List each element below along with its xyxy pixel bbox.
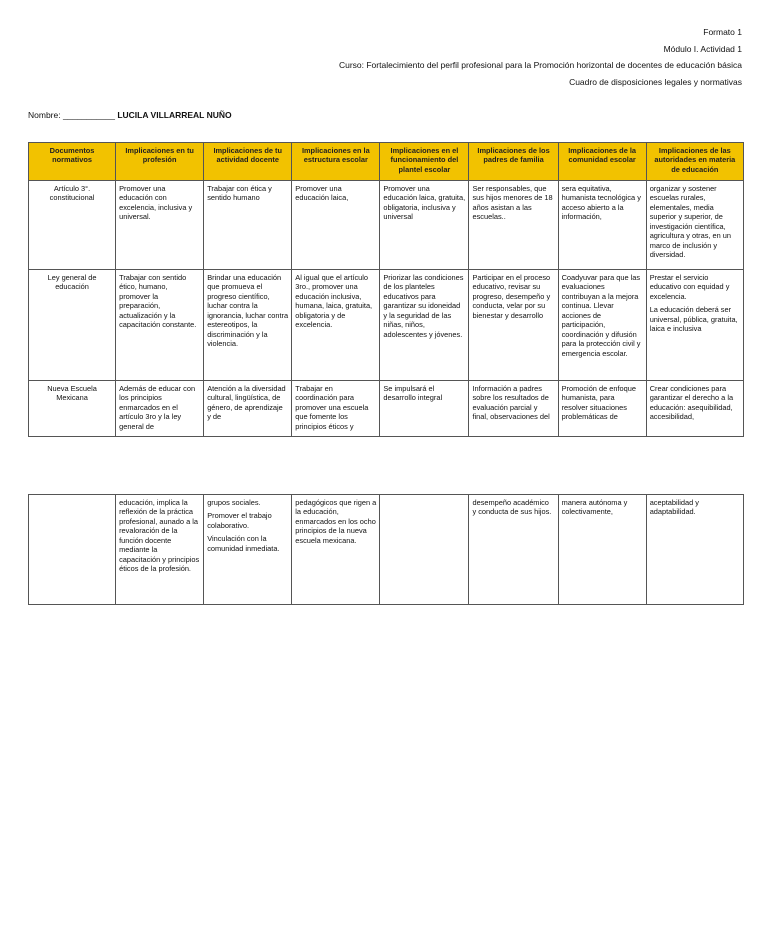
nombre-value: LUCILA VILLARREAL NUÑO — [114, 110, 232, 120]
table-cell: manera autónoma y colectivamente, — [558, 495, 646, 605]
header-actividad-docente: Implicaciones de tu actividad docente — [204, 143, 292, 181]
table-cell: Además de educar con los principios enmarcados en el artículo 3ro y la ley general de — [116, 381, 204, 437]
table-cell: Coadyuvar para que las evaluaciones contribuyan a la mejora continua. Llevar acciones de participación, coordinación y difusión para la protección civil y emergencia escolar. — [558, 270, 646, 381]
table-row — [29, 181, 744, 270]
header-autoridades: Implicaciones de las autoridades en materia de educación — [646, 143, 743, 181]
table-cell: Priorizar las condiciones de los planteles educativos para garantizar su idoneidad y la seguridad de las niñas, niños, adolescentes y jóvenes. — [380, 270, 469, 381]
table-cell: Trabajar en coordinación para promover una escuela que fomente los principios éticos y — [292, 381, 380, 437]
table-cell: Brindar una educación que promueva el progreso científico, luchar contra la ignorancia, luchar contra estereotipos, la discriminación y la violencia. — [204, 270, 292, 381]
table-cell: sera equitativa, humanista tecnológica y acceso abierto a la información, — [558, 181, 646, 270]
row-doc-cell: Ley general de educación — [29, 270, 116, 381]
table-cell: Crear condiciones para garantizar el derecho a la educación: asequibilidad, accesibilidad, — [646, 381, 743, 437]
table-cell: Trabajar con ética y sentido humano — [204, 181, 292, 270]
header-comunidad-escolar: Implicaciones de la comunidad escolar — [558, 143, 646, 181]
row-doc-cell: Nueva Escuela Mexicana — [29, 381, 116, 437]
header-documentos: Documentos normativos — [29, 143, 116, 181]
table-cell: Promover una educación con excelencia, inclusiva y universal. — [116, 181, 204, 270]
table-cell: Se impulsará el desarrollo integral — [380, 381, 469, 437]
table-cell: Atención a la diversidad cultural, lingüística, de género, de aprendizaje y de — [204, 381, 292, 437]
cell-paragraph: Vinculación con la comunidad inmediata. — [207, 534, 280, 553]
table-cell: aceptabilidad y adaptabilidad. — [646, 495, 743, 605]
table-cell: Al igual que el artículo 3ro., promover una educación inclusiva, humana, laica, gratuita, obligatoria y de excelencia. — [292, 270, 380, 381]
header-funcionamiento-plantel: Implicaciones en el funcionamiento del plantel escolar — [380, 143, 469, 181]
table-cell: organizar y sostener escuelas rurales, elementales, media superior y superior, de investigación científica, agricultura y otras, en un marco de inclusión y diversidad. — [646, 181, 743, 270]
formato-label: Formato 1 — [703, 27, 742, 37]
table-cell: educación, implica la reflexión de la práctica profesional, aunado a la revaloración de la función docente mediante la capacitación y principios éticos de la profesión. — [116, 495, 204, 605]
header-estructura-escolar: Implicaciones en la estructura escolar — [292, 143, 380, 181]
table-cell: Promover una educación laica, — [292, 181, 380, 270]
row-doc-cell: Artículo 3°. constitucional — [29, 181, 116, 270]
table-cell: Promover una educación laica, gratuita, obligatoria, inclusiva y universal — [380, 181, 469, 270]
cell-paragraph: grupos sociales. — [207, 498, 261, 507]
table-cell: pedagógicos que rigen a la educación, enmarcados en los ocho principios de la nueva escuela mexicana. — [292, 495, 380, 605]
header-profesion: Implicaciones en tu profesión — [116, 143, 204, 181]
table-cell: desempeño académico y conducta de sus hijos. — [469, 495, 558, 605]
header-padres-familia: Implicaciones de los padres de familia — [469, 143, 558, 181]
table-cell: Promoción de enfoque humanista, para resolver situaciones problemáticas de — [558, 381, 646, 437]
table-row — [29, 270, 744, 381]
cuadro-title: Cuadro de disposiciones legales y normativas — [569, 77, 742, 87]
table-row — [29, 495, 744, 605]
normative-table-continuation — [28, 494, 744, 605]
normative-table — [28, 142, 744, 437]
table-cell — [646, 270, 743, 381]
curso-label: Curso: Fortalecimiento del perfil profesional para la Promoción horizontal de docentes de educación básica — [338, 60, 742, 70]
table-cell — [380, 495, 469, 605]
table-header-row — [29, 143, 744, 181]
modulo-label: Módulo I. Actividad 1 — [663, 44, 742, 54]
table-row — [29, 381, 744, 437]
cell-paragraph: La educación deberá ser universal, pública, gratuita, laica e inclusiva — [649, 305, 738, 334]
cell-paragraph: Promover el trabajo colaborativo. — [207, 511, 272, 530]
nombre-label: Nombre: ___________ — [28, 110, 115, 120]
table-cell: Información a padres sobre los resultados de evaluación parcial y final, observaciones del — [469, 381, 558, 437]
table-cell: Trabajar con sentido ético, humano, promover la preparación, actualización y la capacitación constante. — [116, 270, 204, 381]
table-cell: Participar en el proceso educativo, revisar su progreso, desempeño y conducta, velar por su bienestar y desarrollo — [469, 270, 558, 381]
table-cell: Ser responsables, que sus hijos menores de 18 años asistan a las escuelas.. — [469, 181, 558, 270]
nombre-line — [28, 110, 232, 120]
table-cell — [29, 495, 116, 605]
cell-paragraph: Prestar el servicio educativo con equidad y excelencia. — [649, 273, 730, 301]
table-cell — [204, 495, 292, 605]
